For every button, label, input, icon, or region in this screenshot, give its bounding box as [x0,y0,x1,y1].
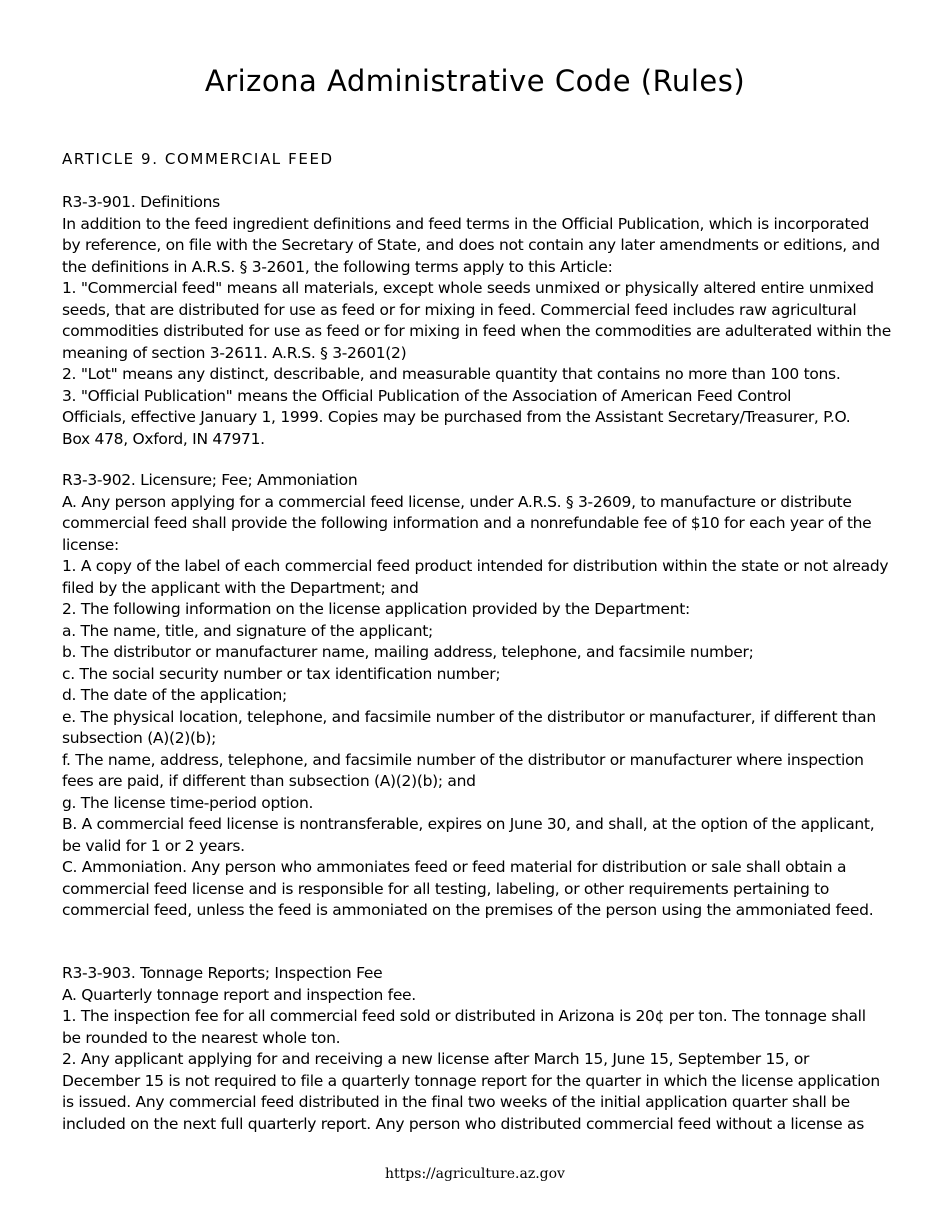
section-lines [62,492,889,922]
text-line: C. Ammoniation. Any person who ammoniates feed or feed material for distribution or sale shall obtain a [62,858,847,876]
text-line: by reference, on file with the Secretary of State, and does not contain any later amendments or editions, and [62,236,880,254]
section-r3-3-902 [62,470,889,922]
section-r3-3-903 [62,963,882,1135]
text-line: be valid for 1 or 2 years. [62,836,245,855]
text-line: commercial feed license and is responsible for all testing, labeling, or other requirements pertaining to [62,879,830,898]
text-line: Officials, effective January 1, 1999. Copies may be purchased from the Assistant Secretary/Treasurer, P.O. [62,408,851,426]
text-line: be rounded to the nearest whole ton. [62,1028,341,1047]
text-line: meaning of section 3-2611. A.R.S. § 3-2601(2) [62,343,407,362]
text-line: B. A commercial feed license is nontransferable, expires on June 30, and shall, at the option of the applicant, [62,815,875,833]
text-line: the definitions in A.R.S. § 3-2601, the following terms apply to this Article: [62,257,613,276]
text-line: filed by the applicant with the Department; and [62,578,419,597]
text-line: Box 478, Oxford, IN 47971. [62,429,265,448]
text-line: license: [62,535,119,554]
text-line: In addition to the feed ingredient definitions and feed terms in the Official Publication, which is incorporated [62,214,870,233]
text-line: commodities distributed for use as feed or for mixing in feed when the commodities are adulterated within the [62,322,891,340]
footer-url: https://agriculture.az.gov [385,1166,565,1182]
section-heading: R3-3-901. Definitions [62,193,220,211]
section-heading: R3-3-902. Licensure; Fee; Ammoniation [62,471,358,489]
section-lines [62,985,882,1136]
text-line: A. Any person applying for a commercial feed license, under A.R.S. § 3-2609, to manufacture or distribute [62,492,852,511]
text-line: c. The social security number or tax identification number; [62,664,501,683]
text-line: f. The name, address, telephone, and facsimile number of the distributor or manufacturer where inspection [62,750,864,769]
text-line: 3. "Official Publication" means the Official Publication of the Association of American Feed Control [62,386,792,405]
text-line: 2. Any applicant applying for and receiving a new license after March 15, June 15, September 15, or [62,1050,810,1068]
text-line: e. The physical location, telephone, and facsimile number of the distributor or manufacturer, if different than [62,707,876,726]
section-r3-3-901 [62,192,891,450]
text-line: is issued. Any commercial feed distributed in the final two weeks of the initial application quarter shall be [62,1093,850,1111]
text-line: seeds, that are distributed for use as feed or for mixing in feed. Commercial feed includes raw agricultural [62,300,857,319]
text-line: December 15 is not required to file a quarterly tonnage report for the quarter in which the license application [62,1071,880,1090]
text-line: included on the next full quarterly report. Any person who distributed commercial feed without a license as [62,1114,864,1133]
text-line: commercial feed shall provide the following information and a nonrefundable fee of $10 for each year of the [62,514,872,532]
text-line: 1. "Commercial feed" means all materials, except whole seeds unmixed or physically altered entire unmixed [62,279,874,297]
text-line: b. The distributor or manufacturer name, mailing address, telephone, and facsimile number; [62,643,754,661]
text-line: a. The name, title, and signature of the applicant; [62,621,433,640]
text-line: d. The date of the application; [62,686,287,704]
text-line: subsection (A)(2)(b); [62,729,216,747]
text-line: 1. A copy of the label of each commercial feed product intended for distribution within the state or not already [62,557,889,575]
text-line: 2. The following information on the license application provided by the Department: [62,600,690,618]
text-line: 1. The inspection fee for all commercial feed sold or distributed in Arizona is 20¢ per ton. The tonnage shall [62,1007,866,1025]
article-heading: ARTICLE 9. COMMERCIAL FEED [62,150,334,168]
section-lines [62,214,891,451]
text-line: A. Quarterly tonnage report and inspection fee. [62,985,416,1004]
text-line: 2. "Lot" means any distinct, describable, and measurable quantity that contains no more than 100 tons. [62,365,841,383]
text-line: fees are paid, if different than subsection (A)(2)(b); and [62,772,476,790]
text-line: commercial feed, unless the feed is ammoniated on the premises of the person using the ammoniated feed. [62,901,874,919]
page-title: Arizona Administrative Code (Rules) [204,64,746,98]
section-heading: R3-3-903. Tonnage Reports; Inspection Fee [62,964,383,982]
text-line: g. The license time-period option. [62,793,314,812]
